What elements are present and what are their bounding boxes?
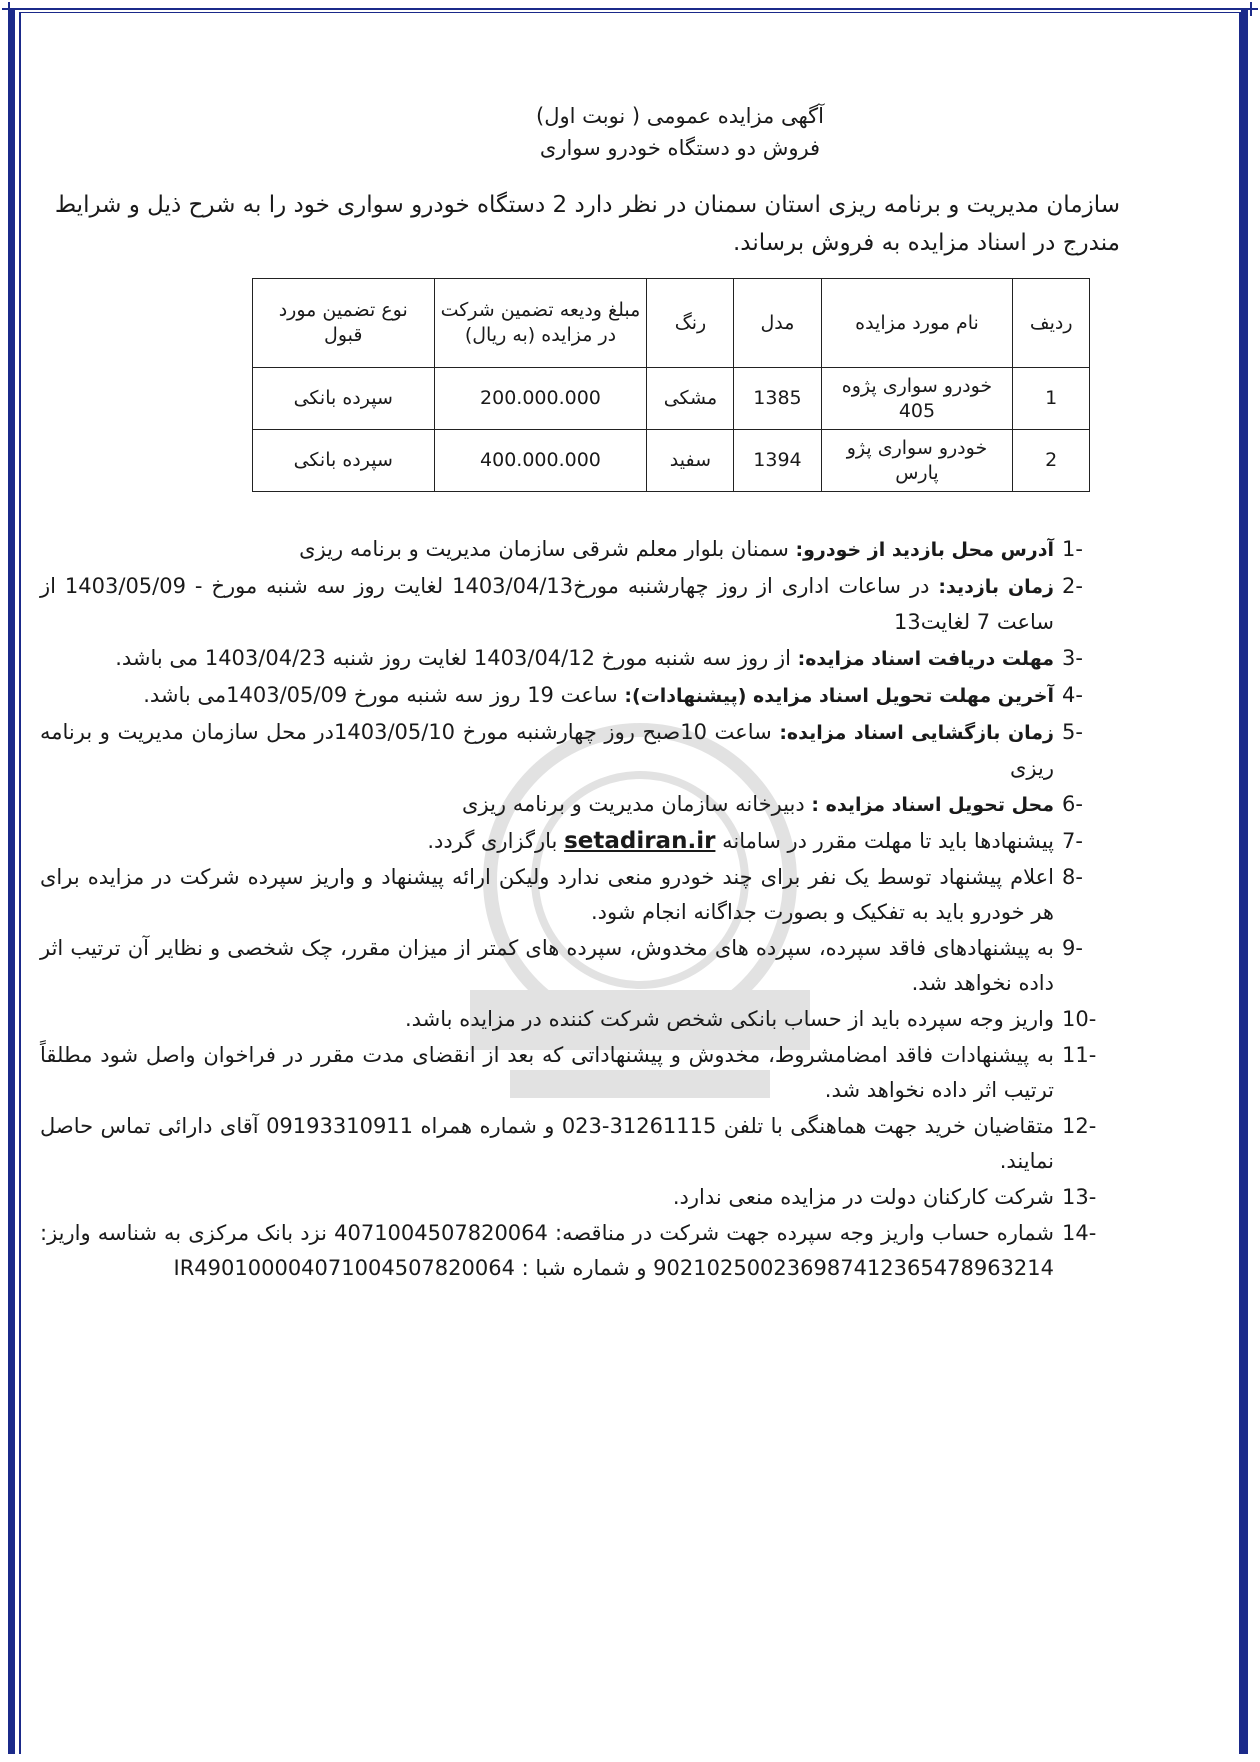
table-row	[253, 368, 1090, 430]
notice-subtitle: فروش دو دستگاه خودرو سواری	[539, 136, 821, 160]
table-cell: 1385	[734, 368, 821, 430]
notice-title: آگهی مزایده عمومی ( نوبت اول)	[536, 104, 824, 128]
item-text	[40, 824, 1054, 859]
table-header-cell: ردیف	[1013, 279, 1090, 368]
list-item	[40, 931, 1120, 1001]
item-number: 3-	[1062, 646, 1083, 670]
item-text	[40, 641, 1054, 677]
table-cell: 200.000.000	[434, 368, 647, 430]
item-label: زمان بازگشایی اسناد مزایده:	[779, 722, 1054, 744]
item-number: 4-	[1062, 683, 1083, 707]
item-body: در ساعات اداری از روز چهارشنبه مورخ1403/04/13 لغایت روز سه شنبه مورخ - 1403/05/09 از ساعت 7 لغایت13	[40, 574, 1054, 634]
item-number: 6-	[1062, 792, 1083, 816]
item-body: شماره حساب واریز وجه سپرده جهت شرکت در مناقصه: 4071004507820064 نزد بانک مرکزی به شناسه واریز: 902102500236987412365478963214 و شماره شبا : IR490100004071004507820064	[40, 1221, 1054, 1280]
table-header-cell: مبلغ ودیعه تضمین شرکت در مزایده (به ریال)	[434, 279, 647, 368]
item-body-after: بارگزاری گردد.	[427, 829, 565, 853]
item-number: 5-	[1062, 720, 1083, 744]
list-item	[40, 1109, 1120, 1179]
table-cell: خودرو سواری پژوه 405	[821, 368, 1013, 430]
item-number: 8-	[1062, 865, 1083, 889]
item-label: مهلت دریافت اسناد مزایده:	[797, 648, 1054, 670]
table-row	[253, 430, 1090, 492]
list-item	[40, 824, 1120, 859]
item-body: از روز سه شنبه مورخ 1403/04/12 لغایت روز شنبه 1403/04/23 می باشد.	[115, 646, 798, 670]
item-text	[40, 787, 1054, 823]
item-body: شرکت کارکنان دولت در مزایده منعی ندارد.	[672, 1185, 1054, 1209]
table-header-cell: نوع تضمین مورد قبول	[253, 279, 435, 368]
item-number: 7-	[1062, 829, 1083, 853]
list-item	[40, 569, 1120, 640]
auction-items-table	[252, 278, 1090, 492]
corner-ornament-icon	[2, 2, 16, 16]
table-cell: 400.000.000	[434, 430, 647, 492]
item-text	[40, 715, 1054, 786]
table-cell: مشکی	[647, 368, 734, 430]
item-body: به پیشنهادهای فاقد سپرده، سپرده های مخدوش، سپرده های کمتر از میزان مقرر، چک شخصی و نظایر آن ترتیب اثر داده نخواهد شد.	[40, 936, 1054, 995]
item-number: 13-	[1062, 1185, 1097, 1209]
item-body: ساعت 10صبح روز چهارشنبه مورخ 1403/05/10در محل سازمان مدیریت و برنامه ریزی	[40, 720, 1054, 780]
notice-header	[140, 100, 1220, 164]
item-body: به پیشنهادات فاقد امضامشروط، مخدوش و پیشنهاداتی که بعد از انقضای مدت مقرر در فراخوان واصل شود مطلقاً ترتیب اثر داده نخواهد شد.	[40, 1043, 1054, 1102]
intro-paragraph: سازمان مدیریت و برنامه ریزی استان سمنان در نظر دارد 2 دستگاه خودرو سواری خود را به شرح ذیل و شرایط مندرج در اسناد مزایده به فروش برساند.	[54, 192, 1120, 256]
list-item	[40, 678, 1120, 714]
list-item	[40, 1216, 1120, 1286]
item-body: اعلام پیشنهاد توسط یک نفر برای چند خودرو منعی ندارد ولیکن ارائه پیشنهاد و واریز سپرده شرکت در مزایده برای هر خودرو باید به تفکیک و بصورت جداگانه انجام شود.	[40, 865, 1054, 924]
item-body: سمنان بلوار معلم شرقی سازمان مدیریت و برنامه ریزی	[299, 537, 796, 561]
item-number: 9-	[1062, 936, 1083, 960]
table-header-cell: نام مورد مزایده	[821, 279, 1013, 368]
table-cell: سپرده بانکی	[253, 368, 435, 430]
item-text	[40, 569, 1054, 640]
document-body	[40, 100, 1120, 1287]
item-number: 10-	[1062, 1007, 1097, 1031]
item-label: محل تحویل اسناد مزایده :	[811, 794, 1054, 816]
item-number: 1-	[1062, 537, 1083, 561]
item-number: 11-	[1062, 1043, 1097, 1067]
setadiran-link[interactable]: setadiran.ir	[564, 828, 716, 854]
item-number: 12-	[1062, 1114, 1097, 1138]
item-number: 2-	[1062, 574, 1083, 598]
table-header-cell: مدل	[734, 279, 821, 368]
item-body: واریز وجه سپرده باید از حساب بانکی شخص شرکت کننده در مزایده باشد.	[404, 1007, 1054, 1031]
item-label: آدرس محل بازدید از خودرو:	[795, 539, 1054, 561]
list-item	[40, 641, 1120, 677]
list-item	[40, 1180, 1120, 1215]
list-item	[40, 715, 1120, 786]
list-item	[40, 860, 1120, 930]
table-cell: خودرو سواری پژو پارس	[821, 430, 1013, 492]
item-body: دبیرخانه سازمان مدیریت و برنامه ریزی	[462, 792, 812, 816]
table-header-cell: رنگ	[647, 279, 734, 368]
list-item	[40, 1038, 1120, 1108]
item-body: ساعت 19 روز سه شنبه مورخ 1403/05/09می باشد.	[143, 683, 625, 707]
table-header-row	[253, 279, 1090, 368]
item-number: 14-	[1062, 1221, 1097, 1245]
item-body: متقاضیان خرید جهت هماهنگی با تلفن 31261115-023 و شماره همراه 09193310911 آقای دارائی تماس حاصل نمایند.	[40, 1114, 1055, 1173]
list-item	[40, 787, 1120, 823]
table-cell: 1394	[734, 430, 821, 492]
list-item	[40, 532, 1120, 568]
item-text	[40, 532, 1054, 568]
table-cell: سپرده بانکی	[253, 430, 435, 492]
table-cell: 1	[1013, 368, 1090, 430]
terms-list	[40, 532, 1120, 1286]
item-label: زمان بازدید:	[938, 576, 1054, 598]
list-item	[40, 1002, 1120, 1037]
table-cell: سفید	[647, 430, 734, 492]
item-text	[40, 678, 1054, 714]
corner-ornament-icon	[1244, 2, 1258, 16]
item-body: پیشنهادها باید تا مهلت مقرر در سامانه	[715, 829, 1054, 853]
item-label: آخرین مهلت تحویل اسناد مزایده (پیشنهادات):	[624, 685, 1054, 707]
table-cell: 2	[1013, 430, 1090, 492]
